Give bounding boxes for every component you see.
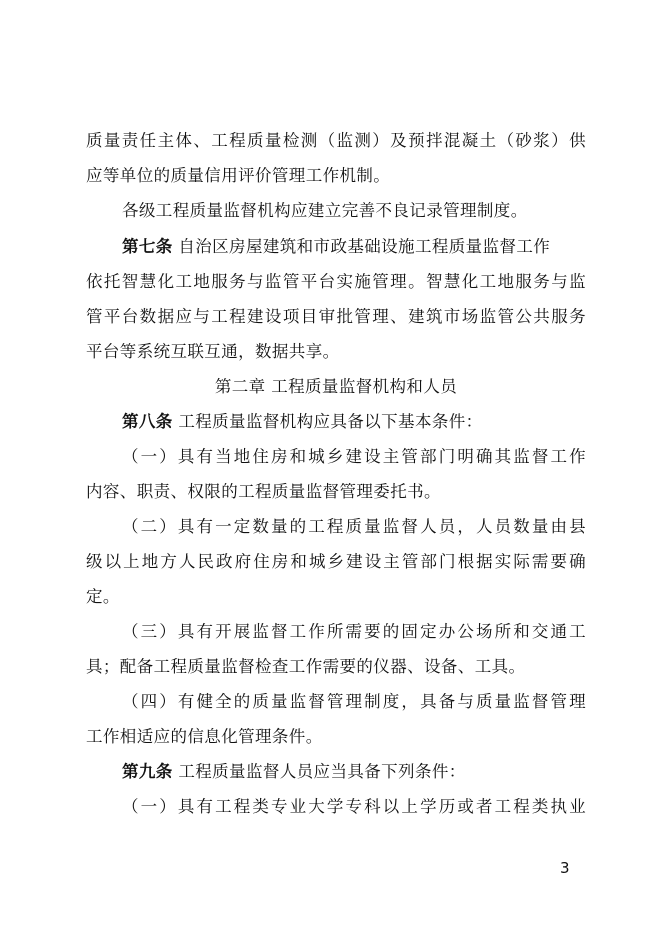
paragraph-line: （三）具有开展监督工作所需要的固定办公场所和交通工 [122, 622, 586, 641]
article-8-line [122, 411, 586, 433]
article-8-label: 第八条 [122, 412, 173, 431]
paragraph-line: 内容、职责、权限的工程质量监督管理委托书。 [86, 482, 441, 501]
paragraph-line: （四）有健全的质量监督管理制度，具备与质量监督管理 [122, 692, 586, 711]
paragraph-line: （二）具有一定数量的工程质量监督人员，人员数量由县 [122, 517, 586, 536]
paragraph-line: 级以上地方人民政府住房和城乡建设主管部门根据实际需要确 [86, 552, 586, 571]
paragraph-line: 定。 [86, 587, 120, 606]
paragraph-line: 管平台数据应与工程建设项目审批管理、建筑市场监管公共服务 [86, 307, 586, 326]
article-7-label: 第七条 [122, 237, 173, 256]
article-9-line [122, 761, 586, 783]
paragraph-line: 质量责任主体、工程质量检测（监测）及预拌混凝土（砂浆）供 [86, 131, 586, 150]
article-8-text: 工程质量监督机构应具备以下基本条件： [178, 412, 483, 431]
paragraph-line: 应等单位的质量信用评价管理工作机制。 [86, 166, 391, 185]
paragraph-line: 平台等系统互联互通，数据共享。 [86, 342, 340, 361]
paragraph-line: 工作相适应的信息化管理条件。 [86, 727, 323, 746]
article-9-label: 第九条 [122, 762, 173, 781]
chapter-heading: 第二章 工程质量监督机构和人员 [214, 377, 458, 396]
paragraph-line: （一）具有工程类专业大学专科以上学历或者工程类执业 [122, 797, 586, 816]
paragraph-line: 各级工程质量监督机构应建立完善不良记录管理制度。 [122, 201, 528, 220]
paragraph-line: 具；配备工程质量监督检查工作需要的仪器、设备、工具。 [86, 657, 526, 676]
paragraph-line: （一）具有当地住房和城乡建设主管部门明确其监督工作 [122, 447, 586, 466]
article-7-text: 自治区房屋建筑和市政基础设施工程质量监督工作 [178, 237, 551, 256]
article-9-text: 工程质量监督人员应当具备下列条件： [178, 762, 466, 781]
article-7-line [122, 236, 586, 258]
paragraph-line: 依托智慧化工地服务与监管平台实施管理。智慧化工地服务与监 [86, 272, 586, 291]
page-number: 3 [560, 859, 570, 877]
